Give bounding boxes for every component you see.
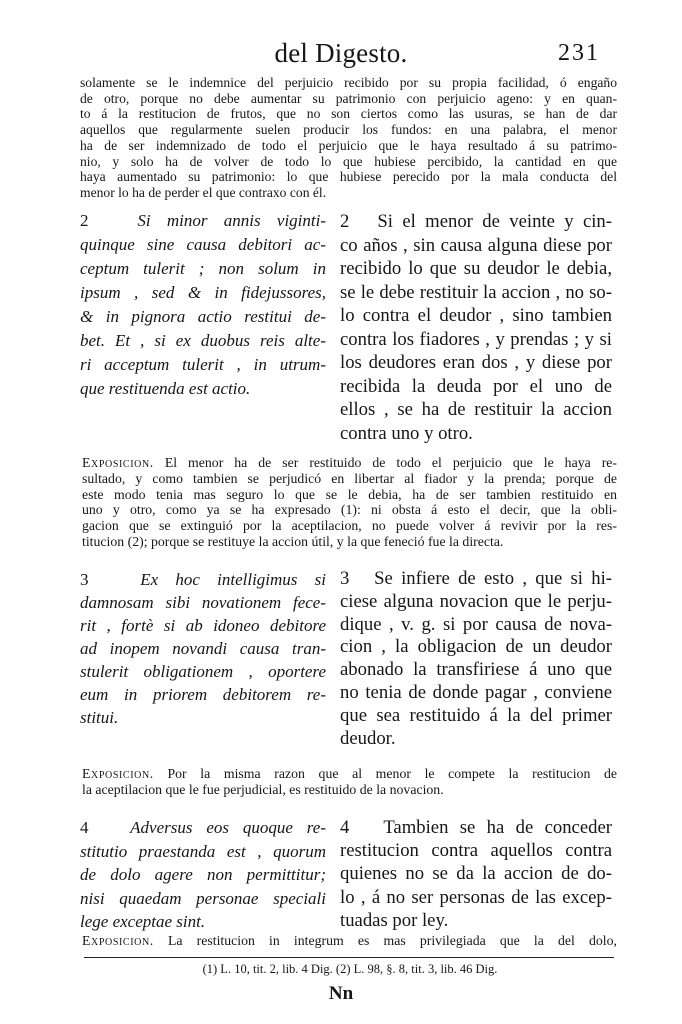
section-number: 4	[80, 818, 89, 837]
intro-line: de otro, porque no debe aumentar su patrimonio con perjuicio ageno: y en quan-	[80, 90, 617, 106]
exposition-label: Exposicion.	[82, 933, 154, 948]
intro-line: ha de ser indemnizado de todo el perjuicio que le haya resultado á su patrimo-	[80, 137, 617, 153]
latin-line: 2 Si minor annis viginti-	[80, 211, 326, 230]
spanish-line: restitucion contra aquellos contra	[340, 840, 612, 862]
latin-line: que restituenda est actio.	[80, 379, 251, 398]
exposition-3	[82, 766, 617, 798]
latin-line: nisi quaedam personae speciali	[80, 888, 326, 908]
spanish-line: no tenia de donde pagar , conviene	[340, 681, 612, 703]
intro-line: menor lo ha de perder el que contraxo con él.	[80, 184, 327, 200]
spanish-line: contra uno y otro.	[340, 422, 473, 444]
spanish-line: dique , v. g. si por causa de nova-	[340, 613, 612, 635]
section-number: 2	[80, 211, 89, 230]
exposition-line: uno y otro, como ya se ha expresado (1): ni obsta á esto el decir, que la obli-	[82, 502, 617, 518]
latin-line: quinque sine causa debitori ac-	[80, 235, 326, 254]
latin-line: 4 Adversus eos quoque re-	[80, 818, 326, 837]
latin-column-4	[80, 816, 326, 934]
spanish-line: recibida la deuda por el uno de	[340, 375, 612, 397]
spanish-line: tuadas por ley.	[340, 909, 449, 931]
latin-line: rit , fortè si ab idoneo debitore	[80, 616, 326, 635]
spanish-line: los deudores eran dos , y diese por	[340, 352, 612, 373]
section-number: 3	[80, 570, 89, 589]
footnote: (1) L. 10, tit. 2, lib. 4 Dig. (2) L. 98, §. 8, tit. 3, lib. 46 Dig.	[202, 962, 498, 976]
latin-line: 3 Ex hoc intelligimus si	[80, 570, 326, 589]
intro-line: nio, y solo ha de volver de todo lo que hubiese percibido, la cantidad en que	[80, 153, 617, 169]
latin-line: ipsum , sed & in fidejussores,	[80, 283, 326, 302]
section-number: 4	[340, 817, 350, 838]
spanish-line: co años , sin causa alguna diese por	[340, 234, 612, 256]
footnote-rule	[84, 957, 614, 958]
section-number: 3	[340, 568, 350, 589]
exposition-line: sultado, y como tambien se perjudicó en libertar al fiador y la prenda; porque de	[82, 470, 617, 486]
latin-line: ad inopem novandi causa tran-	[80, 639, 326, 658]
latin-line: stulerit obligationem , oportere	[80, 662, 326, 681]
latin-line: ri acceptum tulerit , in utrum-	[80, 355, 326, 374]
spanish-column-4	[340, 816, 612, 932]
spanish-line: deudor.	[340, 727, 396, 749]
latin-line: lege exceptae sint.	[80, 912, 206, 931]
intro-line: solamente se le indemnice del perjuicio recibido por su propia facilidad, ó engaño	[80, 75, 617, 90]
exposition-line: Exposicion. La restitucion in integrum es mas privilegiada que la del dolo,	[82, 933, 617, 948]
latin-line: stitui.	[80, 708, 119, 727]
latin-line: eum in priorem debitorem re-	[80, 685, 326, 704]
spanish-line: que sea restituido á la del primer	[340, 704, 612, 726]
running-title: del Digesto.	[274, 38, 408, 68]
section-number: 2	[340, 211, 350, 232]
spanish-line: quienes no se da la accion de do-	[340, 863, 612, 885]
exposition-2	[82, 455, 617, 550]
spanish-line: 3 Se infiere de esto , que si hi-	[340, 568, 612, 589]
latin-line: de dolo agere non permittitur;	[80, 865, 326, 884]
exposition-line: la aceptilacion que le fue perjudicial, es restituido de la novacion.	[82, 781, 444, 797]
latin-line: damnosam sibi novationem fece-	[80, 593, 326, 612]
latin-line: stitutio praestanda est , quorum	[80, 841, 326, 861]
signature-mark: Nn	[328, 983, 354, 1004]
page-number: 231	[558, 40, 600, 66]
spanish-line: abonado la transfiriese á uno que	[340, 659, 612, 681]
exposition-label: Exposicion.	[82, 766, 154, 781]
latin-column-2	[80, 209, 326, 401]
spanish-line: 4 Tambien se ha de conceder	[340, 817, 613, 838]
exposition-line: gacion que se extinguió por la aceptilacion, no puede volver á revivir por la res-	[82, 518, 617, 534]
spanish-line: cion , la obligacion de un deudor	[340, 636, 612, 658]
intro-line: aquellos que regularmente suelen producir los fundos: en una palabra, el menor	[80, 122, 617, 138]
latin-line: ceptum tulerit ; non solum in	[80, 259, 326, 278]
spanish-column-2	[340, 210, 612, 445]
spanish-column-3	[340, 568, 612, 750]
exposition-line: Exposicion. El menor ha de ser restituido de todo el perjuicio que le haya re-	[82, 455, 618, 470]
intro-paragraph	[80, 75, 617, 201]
spanish-line: ellos , se ha de restituir la accion	[340, 399, 612, 420]
spanish-line: contra los fiadores , y prendas ; y si	[340, 328, 612, 350]
spanish-line: lo , á no ser personas de las excep-	[340, 886, 612, 908]
spanish-line: 2 Si el menor de veinte y cin-	[340, 211, 612, 232]
spanish-line: se le debe restituir la accion , no so-	[340, 281, 612, 303]
spanish-line: recibido lo que su deudor le debia,	[340, 258, 612, 279]
exposition-line: titucion (2); porque se restituye la accion útil, y la que feneció fue la directa.	[82, 533, 504, 549]
latin-column-3	[80, 568, 326, 729]
exposition-label: Exposicion.	[82, 455, 154, 470]
spanish-line: ciese alguna novacion que le perju-	[340, 590, 612, 612]
exposition-4	[82, 933, 617, 949]
exposition-line: Exposicion. Por la misma razon que al menor le compete la restitucion de	[82, 766, 617, 781]
exposition-line: este modo tenia mas seguro lo que se le debia, ha de ser tambien restituido en	[82, 486, 617, 502]
latin-line: bet. Et , si ex duobus reis alte-	[80, 331, 326, 350]
intro-line: haya aumentado su patrimonio: lo que hubiese perecido por la mala conducta del	[80, 169, 617, 185]
latin-line: & in pignora actio restitui de-	[80, 307, 326, 326]
spanish-line: lo contra el deudor , sino tambien	[340, 305, 612, 326]
intro-line: to á la restitucion de frutos, que no son ciertos como las usuras, se han de dar	[80, 106, 617, 122]
